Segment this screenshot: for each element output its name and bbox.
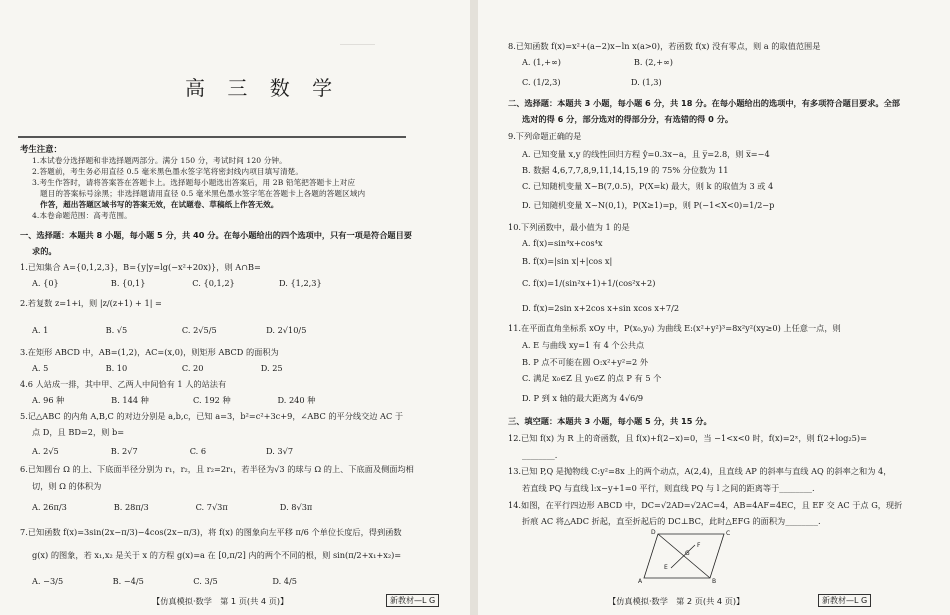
question-14-cont: 折痕 AC 将△ADC 折起，直至折起后的 DC⊥BC，此时△EFG 的面积为________. [522, 516, 821, 526]
question-7: 7.已知函数 f(x)=3sin(2x−π/3)−4cos(2x−π/3)，将 f(x) 的图象向左平移 π/6 个单位长度后，得到函数 [20, 527, 402, 537]
notice-item: 2.答题前，考生务必用直径 0.5 毫米黑色墨水签字笔将密封线内项目填写清楚。 [32, 167, 304, 176]
question-1: 1.已知集合 A={0,1,2,3}，B={y|y=lg(−x²+20x)}，则 A∩B= [20, 262, 261, 272]
notice-heading: 考生注意： [20, 144, 62, 154]
question-14: 14.如图，在平行四边形 ABCD 中，DC=√2AD=√2AC=4，AB=4AF=4EC，且 EF 交 AC 于点 G，现折 [508, 500, 903, 510]
question-2-options: A. 1 B. √5 C. 2√5/5 D. 2√10/5 [32, 325, 307, 335]
question-9-option-a: A. 已知变量 x,y 的线性回归方程 ŷ=0.3x−a，且 y̅=2.8，则 x̅=−4 [522, 149, 770, 159]
question-11-option-d: D. P 到 x 轴的最大距离为 4√6/9 [522, 393, 644, 403]
question-9: 9.下列命题正确的是 [508, 131, 582, 141]
vertex-label: G [685, 550, 690, 557]
exam-page-2 [478, 0, 950, 615]
notice-item: 4.本卷命题范围：高考范围。 [32, 211, 132, 220]
edition-tag: 新教材—L G [386, 594, 439, 607]
question-7-cont: g(x) 的图象，若 x₁,x₂ 是关于 x 的方程 g(x)=a 在 [0,π/2] 内的两个不同的根，则 sin(π/2+x₁+x₂)= [32, 550, 402, 560]
notice-item: 题目的答案标号涂黑；非选择题请用直径 0.5 毫米黑色墨水签字笔在答题卡上各题的答题区域内 [40, 189, 366, 198]
exam-title: 高 三 数 学 [185, 76, 341, 100]
question-10-option-b: B. f(x)=|sin x|+|cos x| [522, 256, 613, 266]
edition-tag: 新教材—L G [818, 594, 871, 607]
question-5-cont: 点 D，且 BD=2，则 b= [32, 427, 125, 437]
section-heading-cont: 选对的得 6 分，部分选对的得部分分，有选错的得 0 分。 [522, 114, 734, 124]
page-footer: 【仿真模拟·数学 第 1 页(共 4 页)】 [152, 596, 289, 606]
question-7-options: A. −3/5 B. −4/5 C. 3/5 D. 4/5 [32, 576, 297, 586]
question-1-options: A. {0} B. {0,1} C. {0,1,2} D. {1,2,3} [32, 278, 322, 288]
title-divider [18, 136, 406, 138]
question-10: 10.下列函数中，最小值为 1 的是 [508, 222, 630, 232]
question-10-option-d: D. f(x)=2sin x+2cos x+sin xcos x+7/2 [522, 303, 680, 313]
page-footer: 【仿真模拟·数学 第 2 页(共 4 页)】 [608, 596, 745, 606]
question-11-option-b: B. P 点不可能在圆 O:x²+y²=2 外 [522, 357, 649, 367]
question-6-options: A. 26π/3 B. 28π/3 C. 7√3π D. 8√3π [32, 502, 313, 512]
question-6-cont: 切，则 Ω 的体积为 [32, 481, 102, 491]
question-13-cont: 若直线 PQ 与直线 l:x−y+1=0 平行，则直线 PQ 与 l 之间的距离等于________. [522, 483, 815, 493]
vertex-label: D [651, 529, 656, 536]
vertex-label: E [664, 564, 668, 571]
question-6: 6.已知圆台 Ω 的上、下底面半径分别为 r₁，r₂，且 r₂=2r₁，若半径为√3 的球与 Ω 的上、下底面及侧面均相 [20, 464, 414, 474]
question-8-options-ab: A. (1,+∞) B. (2,+∞) [522, 57, 673, 67]
section-heading: 三、填空题：本题共 3 小题，每小题 5 分，共 15 分。 [508, 416, 712, 426]
page-gutter [470, 0, 478, 615]
question-12: 12.已知 f(x) 为 R 上的奇函数，且 f(x)+f(2−x)=0，当 −1<x<0 时，f(x)=2ˣ，则 f(2+log₂5)= [508, 433, 867, 443]
question-9-option-d: D. 已知随机变量 X~N(0,1)，P(X≥1)=p，则 P(−1<X<0)=1/2−p [522, 200, 775, 210]
question-5: 5.记△ABC 的内角 A,B,C 的对边分别是 a,b,c，已知 a=3，b²=c²+3c+9，∠ABC 的平分线交边 AC 于 [20, 411, 404, 421]
question-8-options-cd: C. (1/2,3) D. (1,3) [522, 77, 662, 87]
question-11-option-c: C. 满足 x₀∈Z 且 y₀∈Z 的点 P 有 5 个 [522, 373, 662, 383]
question-3-options: A. 5 B. 10 C. 20 D. 25 [32, 363, 283, 373]
question-10-option-a: A. f(x)=sin⁴x+cos⁴x [522, 238, 603, 248]
question-3: 3.在矩形 ABCD 中，AB=(1,2)，AC=(x,0)，则矩形 ABCD 的面积为 [20, 347, 279, 357]
vertex-label: B [712, 578, 717, 584]
parallelogram-figure [638, 528, 738, 584]
vertex-label: A [638, 578, 643, 584]
vertex-label: C [726, 530, 731, 537]
question-11-option-a: A. E 与曲线 xy=1 有 4 个公共点 [522, 340, 645, 350]
notice-item: 作答，超出答题区域书写的答案无效，在试题卷、草稿纸上作答无效。 [40, 200, 279, 209]
question-2: 2.若复数 z=1+i，则 |z/(z+1) + 1| = [20, 298, 162, 308]
question-13: 13.已知 P,Q 是抛物线 C:y²=8x 上的两个动点，A(2,4)，且直线 AP 的斜率与直线 AQ 的斜率之和为 4， [508, 466, 892, 476]
bleed-through-text: ――――― [340, 40, 375, 48]
section-heading-cont: 求的。 [32, 246, 57, 256]
question-9-option-b: B. 数据 4,6,7,7,8,9,11,14,15,19 的 75% 分位数为 11 [522, 165, 729, 175]
exam-page-1 [0, 0, 470, 615]
section-heading: 二、选择题：本题共 3 小题，每小题 6 分，共 18 分。在每小题给出的选项中，有多项符合题目要求。全部 [508, 98, 900, 108]
question-4: 4.6 人站成一排，其中甲、乙两人中间恰有 1 人的站法有 [20, 379, 227, 389]
question-10-option-c: C. f(x)=1/(sin²x+1)+1/(cos²x+2) [522, 278, 656, 288]
section-heading: 一、选择题：本题共 8 小题，每小题 5 分，共 40 分。在每小题给出的四个选项中，只有一项是符合题目要 [20, 230, 412, 240]
question-9-option-c: C. 已知随机变量 X~B(7,0.5)，P(X=k) 最大，则 k 的取值为 3 或 4 [522, 181, 774, 191]
question-11: 11.在平面直角坐标系 xOy 中，P(x₀,y₀) 为曲线 E:(x²+y²)³=8x²y²(xy≥0) 上任意一点，则 [508, 323, 841, 333]
notice-item: 3.考生作答时，请将答案答在答题卡上。选择题每小题选出答案后，用 2B 铅笔把答题卡上对应 [32, 178, 356, 187]
question-12-blank: ________. [522, 450, 558, 460]
question-4-options: A. 96 种 B. 144 种 C. 192 种 D. 240 种 [32, 395, 316, 405]
vertex-label: F [697, 542, 701, 549]
notice-item: 1.本试卷分选择题和非选择题两部分。满分 150 分，考试时间 120 分钟。 [32, 156, 287, 165]
question-8: 8.已知函数 f(x)=x²+(a−2)x−ln x(a>0)，若函数 f(x) 没有零点，则 a 的取值范围是 [508, 41, 821, 51]
question-5-options: A. 2√5 B. 2√7 C. 6 D. 3√7 [32, 446, 294, 456]
